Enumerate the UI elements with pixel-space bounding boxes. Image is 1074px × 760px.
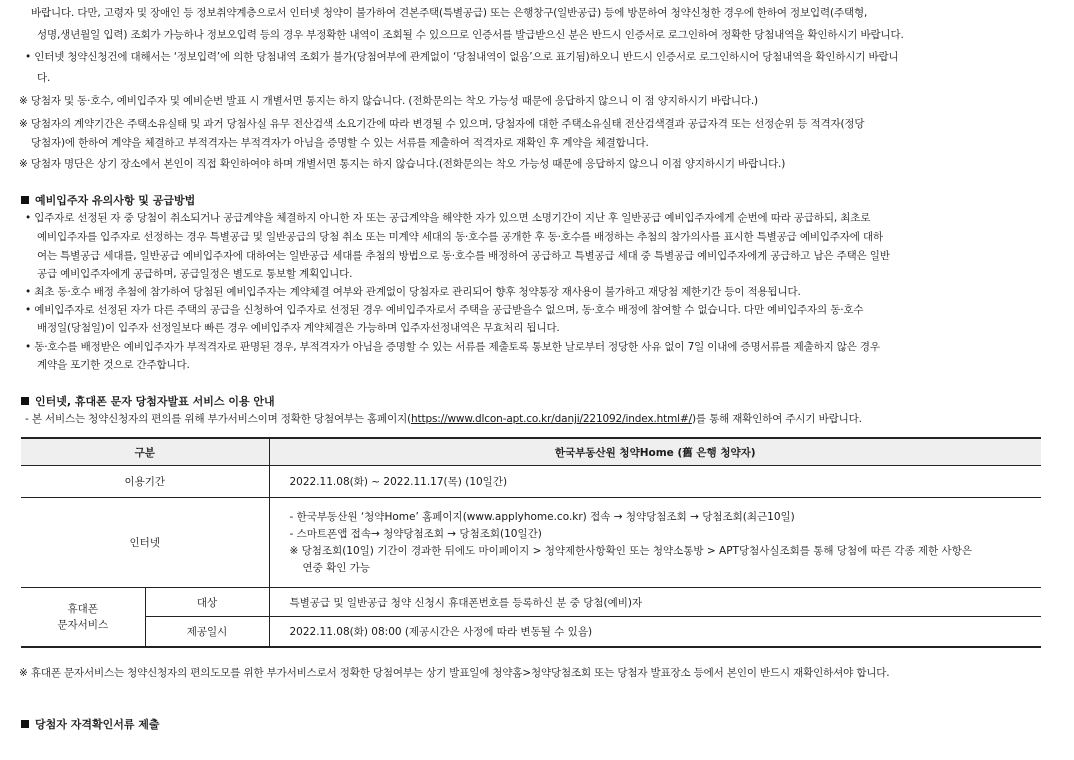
section-line: • 예비입주자로 선정된 자가 다른 주택의 공급을 신청하여 입주자로 선정된 경우 예비입주자로서 주택을 공급받을수 없으며, 동·호수 배정에 참여할 수 없습니다. 다만 예비입주자의 동·호수	[25, 304, 864, 316]
internet-line: 연중 확인 가능	[302, 561, 371, 574]
service-table	[21, 437, 1041, 648]
sms-label	[21, 588, 145, 647]
homepage-link[interactable]: https://www.dlcon-apt.co.kr/danji/221092/index.html#/	[411, 413, 692, 425]
internet-line: - 한국부동산원 ‘청약Home’ 홈페이지(www.applyhome.co.kr) 접속 → 청약당첨조회 → 당첨조회(최근10일)	[289, 510, 795, 523]
sms-label-line: 휴대폰	[67, 602, 98, 615]
section-line: 예비입주자를 입주자로 선정하는 경우 특별공급 및 일반공급의 당첨 취소 또는 미계약 세대의 동·호수를 공개한 후 동·호수를 배정하는 추첨의 참가의사를 표시한 특별공급 예비입주자에 대하	[37, 231, 883, 243]
section-line: • 최초 동·호수 배정 추첨에 참가하여 당첨된 예비입주자는 계약체결 여부와 관계없이 당첨자로 관리되어 향후 청약통장 재사용이 불가하고 재당첨 제한기간 등이 적용됩니다.	[25, 286, 801, 298]
intro-line: 다.	[37, 72, 51, 84]
target-value: 특별공급 및 일반공급 청약 신청시 휴대폰번호를 등록하신 분 중 당첨(예비)자	[269, 588, 1041, 617]
date-label: 제공일시	[145, 617, 269, 647]
square-bullet-icon	[21, 196, 29, 204]
period-label: 이용기간	[21, 466, 269, 498]
service-note-suffix: )를 통해 재확인하여 주시기 바랍니다.	[691, 413, 862, 425]
table-row	[21, 588, 1041, 617]
intro-line: • 인터넷 청약신청건에 대해서는 ‘정보입력’에 의한 당첨내역 조회가 불가(당첨여부에 관계없이 ‘당첨내역이 없음’으로 표기됨)하오니 반드시 인증서로 로그인하시어 당첨내역을 확인하시기 바랍니	[25, 51, 899, 63]
section-heading	[21, 717, 160, 732]
section-title: 당첨자 자격확인서류 제출	[35, 718, 160, 731]
service-note	[25, 412, 862, 427]
section-line: 계약을 포기한 것으로 간주합니다.	[37, 359, 190, 371]
table-header-row	[21, 438, 1041, 466]
internet-line: - 스마트폰앱 접속→ 청약당첨조회 → 당첨조회(10일간)	[289, 527, 542, 540]
intro-line: 성명,생년월일 입력) 조회가 가능하나 정보오입력 등의 경우 부정확한 내역이 조회될 수 있으므로 인증서를 발급받으신 분은 반드시 인증서로 로그인하여 정확한 당첨내역을 확인하시기 바랍니다.	[37, 29, 904, 41]
section-line: 공급 예비입주자에게 공급하며, 공급일정은 별도로 통보할 계획입니다.	[37, 268, 353, 280]
header-category: 구분	[21, 438, 269, 466]
internet-label: 인터넷	[21, 498, 269, 588]
intro-line: ※ 당첨자 및 동·호수, 예비입주자 및 예비순번 발표 시 개별서면 통지는 하지 않습니다. (전화문의는 착오 가능성 때문에 응답하지 않으니 이 점 양지하시기 바랍니다.)	[19, 95, 758, 107]
period-value: 2022.11.08(화) ~ 2022.11.17(목) (10일간)	[269, 466, 1041, 498]
section-line: 배정일(당첨일)이 입주자 선정일보다 빠른 경우 예비입주자 계약체결은 가능하며 입주자선정내역은 무효처리 됩니다.	[37, 322, 560, 334]
section-line: • 입주자로 선정된 자 중 당첨이 취소되거나 공급계약을 체결하지 아니한 자 또는 공급계약을 해약한 자가 있으면 소명기간이 지난 후 일반공급 예비입주자에게 순번에 따라 공급하되, 최초로	[25, 212, 871, 224]
section-line: • 동·호수를 배정받은 예비입주자가 부적격자로 판명된 경우, 부적격자가 아님을 증명할 수 있는 서류를 제출토록 통보한 날로부터 정당한 사유 없이 7일 이내에 증명서류를 제출하지 않은 경우	[25, 341, 880, 353]
table-row	[21, 617, 1041, 647]
intro-line: ※ 당첨자의 계약기간은 주택소유실태 및 과거 당첨사실 유무 전산검색 소요기간에 따라 변경될 수 있으며, 당첨자에 대한 주택소유실태 전산검색결과 공급자격 또는 선정순위 등 적격자(정당	[19, 118, 865, 130]
internet-line: ※ 당첨조회(10일) 기간이 경과한 뒤에도 마이페이지 > 청약제한사항확인 또는 청약소통방 > APT당첨사실조회를 통해 당첨에 따른 각종 제한 사항은	[289, 544, 972, 557]
intro-line: ※ 당첨자 명단은 상기 장소에서 본인이 직접 확인하여야 하며 개별서면 통지는 하지 않습니다.(전화문의는 착오 가능성 때문에 응답하지 않으니 이점 양지하시기 바랍니다.)	[19, 158, 786, 170]
table-row	[21, 466, 1041, 498]
service-note-prefix: - 본 서비스는 청약신청자의 편의를 위해 부가서비스이며 정확한 당첨여부는 홈페이지(	[25, 413, 412, 425]
section-title: 예비입주자 유의사항 및 공급방법	[35, 194, 196, 207]
table-row	[21, 498, 1041, 588]
sms-footnote: ※ 휴대폰 문자서비스는 청약신청자의 편의도모를 위한 부가서비스로서 정확한 당첨여부는 상기 발표일에 청약홈>청약당첨조회 또는 당첨자 발표장소 등에서 본인이 반드시 재확인하셔야 합니다.	[19, 667, 890, 679]
intro-line: 바랍니다. 다만, 고령자 및 장애인 등 정보취약계층으로서 인터넷 청약이 불가하여 견본주택(특별공급) 또는 은행창구(일반공급) 등에 방문하여 청약신청한 경우에 한하여 정보입력(주택형,	[31, 7, 868, 19]
square-bullet-icon	[21, 397, 29, 405]
sms-label-line: 문자서비스	[57, 618, 109, 631]
section-title: 인터넷, 휴대폰 문자 당첨자발표 서비스 이용 안내	[35, 395, 275, 408]
internet-value	[269, 498, 1041, 588]
section-heading	[21, 394, 275, 409]
intro-line: 당첨자)에 한하여 계약을 체결하고 부적격자는 부적격자가 아님을 증명할 수 있는 서류를 제출하여 적격자로 재확인 후 계약을 체결합니다.	[31, 137, 649, 149]
square-bullet-icon	[21, 720, 29, 728]
section-heading	[21, 193, 195, 208]
header-provider: 한국부동산원 청약Home (舊 은행 청약자)	[269, 438, 1041, 466]
target-label: 대상	[145, 588, 269, 617]
date-value: 2022.11.08(화) 08:00 (제공시간은 사정에 따라 변동될 수 있음)	[269, 617, 1041, 647]
section-line: 여는 특별공급 세대를, 일반공급 예비입주자에 대하여는 일반공급 세대를 추첨의 방법으로 동·호수를 배정하여 공급하고 특별공급 세대 중 특별공급 예비입주자에게 공급하고 남은 주택은 일반	[37, 250, 890, 262]
